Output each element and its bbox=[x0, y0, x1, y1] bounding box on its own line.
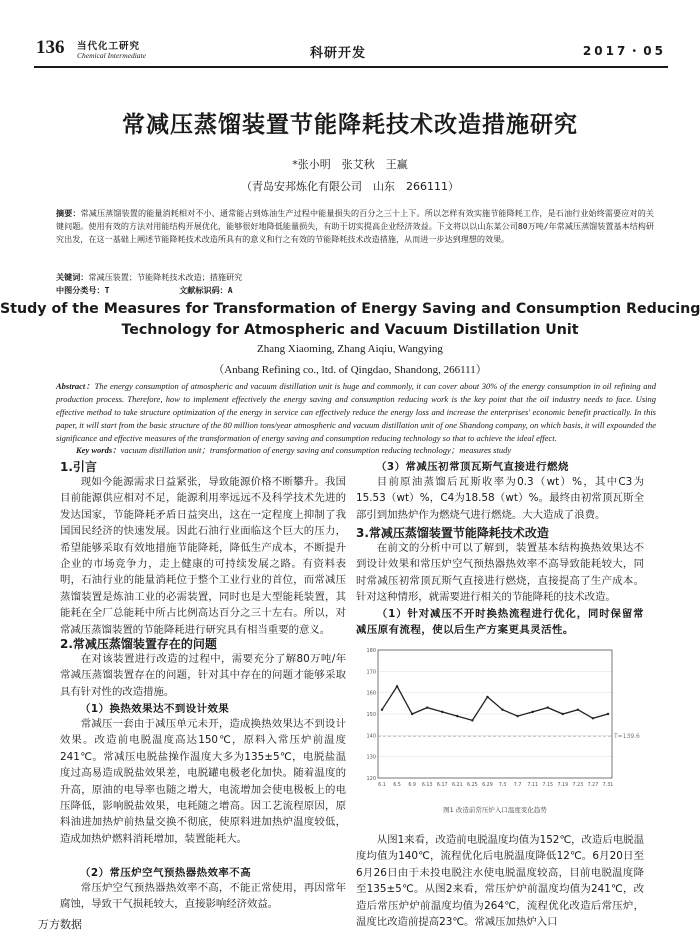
y-tick-label: 150 bbox=[366, 712, 376, 718]
keywords-label-en: Key words bbox=[76, 445, 113, 455]
authors-cn: *张小明 张艾秋 王赢 bbox=[292, 158, 408, 171]
abstract-cn bbox=[56, 207, 654, 245]
data-point bbox=[471, 719, 473, 721]
abstract-en: Abstract：The energy consumption of atmospheric and vacuum distillation unit is huge and commonly, it can cover about 30% of the energy consumption in oil refining and production process. Therefore, how to implement effectively the energy saving and consumption reducing work is the key point that the oil industry needs to face. Using effective method to take structure optimization of the energy in service can effectively reduce the energy loss and increase the enterprises' economic benefit practically. In this paper, it will start from the basic structure of the 80 million tons/year atmospheric and vacuum distillation unit of one Shandong company, on which basis, it will expounded the significance and effective measures of the transformation of energy saving and consumption reducing technology so that to achieve the ideal effect. bbox=[56, 381, 656, 443]
abstract-label-en: Abstract bbox=[56, 381, 86, 391]
section-title: 科研开发 bbox=[310, 46, 367, 61]
subsection-2-1-heading: （1）换热效果达不到设计效果 bbox=[80, 703, 230, 715]
keywords-cn bbox=[56, 271, 654, 284]
x-tick-label: 6.5 bbox=[393, 783, 401, 788]
affiliation-cn: （青岛安邦炼化有限公司 山东 266111） bbox=[241, 180, 459, 193]
page-number: 136 bbox=[36, 37, 65, 58]
article-title-en-line1: Study of the Measures for Transformation of Energy Saving and Consumption Reducing bbox=[0, 301, 700, 317]
data-point bbox=[607, 713, 609, 715]
doc-code-label: 文献标识码： bbox=[179, 285, 228, 295]
data-point bbox=[577, 709, 579, 711]
clc-value: T bbox=[104, 285, 110, 295]
x-tick-label: 6.1 bbox=[378, 783, 386, 788]
subsection-3-1-heading: （1）针对减压不开时换热流程进行优化，同时保留常减压原有流程，使以后生产方案更具灵活性。 bbox=[356, 608, 644, 637]
keywords-en: Key words：vacuum distillation unit；transformation of energy saving and consumption reducing technology；measures study bbox=[76, 445, 512, 455]
y-tick-label: 170 bbox=[366, 669, 376, 676]
data-point bbox=[501, 709, 503, 711]
subsection-2-2-text: 常压炉空气预热器热效率不高，不能正常使用，再因常年腐蚀，导致干气损耗较大，直接影响经济效益。 bbox=[60, 882, 346, 911]
data-point bbox=[592, 717, 594, 719]
x-tick-label: 7.15 bbox=[542, 783, 554, 788]
x-tick-label: 6.17 bbox=[436, 783, 448, 788]
data-point bbox=[396, 685, 398, 687]
x-tick-label: 6.25 bbox=[467, 783, 478, 788]
abstract-label-cn: 摘要： bbox=[56, 208, 81, 218]
article-title-en-line2: Technology for Atmospheric and Vacuum Distillation Unit bbox=[121, 322, 579, 338]
article-title-cn: 常减压蒸馏装置节能降耗技术改造措施研究 bbox=[122, 112, 578, 138]
clc-label: 中图分类号： bbox=[56, 285, 105, 295]
data-point bbox=[562, 713, 564, 715]
section-3-heading: 3.常减压蒸馏装置节能降耗技术改造 bbox=[356, 526, 549, 540]
data-point bbox=[531, 711, 533, 713]
classification-line bbox=[56, 284, 233, 297]
x-tick-label: 7.19 bbox=[557, 783, 569, 788]
x-tick-label: 6.9 bbox=[408, 783, 416, 788]
y-tick-label: 140 bbox=[366, 733, 376, 740]
figure-1-discussion: 从图1来看，改造前电脱温度均值为152℃，改造后电脱温度均值为140℃，流程优化后电脱温度降低12℃。6月20日至6月26日由于未投电脱注水使电脱温度较高，目前电脱温度降至135±5℃。从图2来看，常压炉炉前温度均值为241℃，改造后常压炉炉前温度均值为264℃，流程优化改造后常压炉，温度比改造前提高23℃。常减压加热炉入口 bbox=[356, 834, 644, 929]
section-2-heading: 2.常减压蒸馏装置存在的问题 bbox=[60, 637, 217, 651]
journal-name-cn: 当代化工研究 bbox=[77, 41, 141, 52]
data-point bbox=[441, 711, 443, 713]
reference-line-label: T=139.6 bbox=[614, 733, 640, 741]
keywords-text-cn: 常减压装置；节能降耗技术改造；措施研究 bbox=[88, 272, 243, 282]
figure-1-caption: 图1 改造前常压炉入口温度变化趋势 bbox=[443, 806, 547, 814]
journal-name-en: Chemical Intermediate bbox=[77, 51, 146, 60]
figure-1-chart bbox=[362, 642, 642, 820]
subsection-2-2-heading: （2）常压炉空气预热器热效率不高 bbox=[80, 867, 252, 879]
section-3-paragraph: 在前文的分析中可以了解到，装置基本结构换热效果达不到设计效果和常压炉空气预热器热效率不高导致能耗较大，同时常减压初常顶瓦斯气直接进行燃烧，直接提高了生产成本。针对这种情形，就需要进行相关的节能降耗的技术改造。 bbox=[356, 542, 644, 604]
abstract-text-cn: 常减压蒸馏装置的能量消耗相对不小、通常能占到炼油生产过程中能量损失的百分之三十上下。所以怎样有效实施节能降耗工作，是石油行业始终需要应对的关键问题。使用有效的方法对用能结构开展优化，能够很好地降低能量损失，有助于切实提高企业经济效益。下文将以以山东某公司80万吨/年常减压蒸馏装置基本结构研究出发，在这一基础上阐述节能降耗技术改造所具有的意义和行之有效的节能降耗技术改造措施，从而进一步达到理想的效果。 bbox=[56, 208, 654, 244]
subsection-2-3-text: 目前原油蒸馏后瓦斯收率为0.3（wt）%，其中C3为15.53（wt）%，C4为18.58（wt）%。最终由初常顶瓦斯全部引到加热炉作为燃烧气进行燃烧。大大造成了浪费。 bbox=[356, 476, 644, 521]
data-point bbox=[381, 709, 383, 711]
x-tick-label: 7.31 bbox=[602, 783, 614, 788]
data-point bbox=[547, 706, 549, 708]
abstract-text-en: The energy consumption of atmospheric and vacuum distillation unit is huge and commonly, it can cover about 30% of the energy consumption in oil refining and production process. Therefore, how to implement effectively the energy saving and consumption reducing work is the key point that the oil industry needs to face. Using effective method to take structure optimization of the energy in service can effectively reduce the energy loss and increase the enterprises' economic benefit practically. In this paper, it will start from the basic structure of the 80 million tons/year atmospheric and vacuum distillation unit of one Shandong company, on which basis, it will expounded the significance and effective measures of the transformation of energy saving and consumption reducing technology so that to achieve the ideal effect. bbox=[56, 381, 656, 443]
subsection-2-1-text: 常减压一套由于减压单元未开，造成换热效果达不到设计效果。改造前电脱温度高达150℃，原料入常压炉前温度241℃。常减压电脱盐操作温度大多为135±5℃，电脱盐温度过高易造成脱盐效果差，电脱罐电极老化加快。随着温度的升高，原油的电导率也随之增大，电流增加会使电极板上的电压降低，影响脱盐效果，电耗随之增高。因工艺流程原因，原料油进加热炉前热量交换不彻底，使原料进加热炉温度较低，造成加热炉燃料消耗增加，装置能耗大。 bbox=[60, 718, 346, 845]
keywords-label-cn: 关键词： bbox=[56, 272, 89, 282]
x-tick-label: 7.11 bbox=[527, 783, 539, 788]
y-tick-label: 120 bbox=[366, 776, 376, 782]
header-rule bbox=[34, 66, 668, 68]
x-tick-label: 7.7 bbox=[513, 783, 522, 788]
section-2-intro: 在对该装置进行改造的过程中，需要充分了解80万吨/年常减压蒸馏装置存在的问题，针对其中存在的问题才能够采取具有针对性的改造措施。 bbox=[60, 653, 346, 698]
data-point bbox=[426, 706, 428, 708]
authors-en: Zhang Xiaoming, Zhang Aiqiu, Wangying bbox=[257, 343, 443, 355]
issue-label: 2017・05 bbox=[582, 44, 666, 58]
y-tick-label: 180 bbox=[366, 648, 376, 654]
x-tick-label: 7.3 bbox=[498, 783, 507, 788]
x-tick-label: 6.21 bbox=[451, 783, 463, 788]
y-tick-label: 130 bbox=[366, 754, 376, 761]
subsection-2-3-heading: （3）常减压初常顶瓦斯气直接进行燃烧 bbox=[376, 461, 569, 473]
affiliation-en: （Anbang Refining co., ltd. of Qingdao, Shandong, 266111） bbox=[213, 364, 487, 376]
footer-source: 万方数据 bbox=[38, 918, 82, 931]
y-tick-label: 160 bbox=[366, 690, 376, 697]
x-tick-label: 7.23 bbox=[572, 783, 584, 788]
data-point bbox=[486, 696, 488, 698]
x-tick-label: 6.13 bbox=[421, 783, 433, 788]
doc-code-value: A bbox=[227, 285, 233, 295]
data-point bbox=[456, 715, 458, 717]
x-tick-label: 7.27 bbox=[587, 783, 599, 788]
section-1-paragraph: 现如今能源需求日益紧张，导致能源价格不断攀升。我国目前能源供应相对不足，能源利用率远远不及科学技术先进的发达国家，节能降耗矛盾日益突出，这在一定程度上抑制了我国国民经济的快速发展。因此石油行业面临这个巨大的压力，希望能够采取有效地措施节能降耗，降低生产成本，不断提升企业的市场竞争力，走上健康的可持续发展之路。有资料表明，石油行业的能量消耗位于整个工业行业的首位，而常减压蒸馏装置是炼油工业的必需装置，同时也是大型能耗装置，其能耗在全厂总能耗中所占比例高达百分之三十左右。所以，对常减压蒸馏装置的节能降耗进行研究具有相当重要的意义。 bbox=[60, 476, 346, 636]
section-1-heading: 1.引言 bbox=[60, 460, 97, 474]
x-tick-label: 6.29 bbox=[482, 783, 493, 788]
data-point bbox=[411, 713, 413, 715]
keywords-text-en: vacuum distillation unit；transformation of energy saving and consumption reducing technology；measures study bbox=[120, 445, 512, 455]
data-point bbox=[516, 715, 518, 717]
